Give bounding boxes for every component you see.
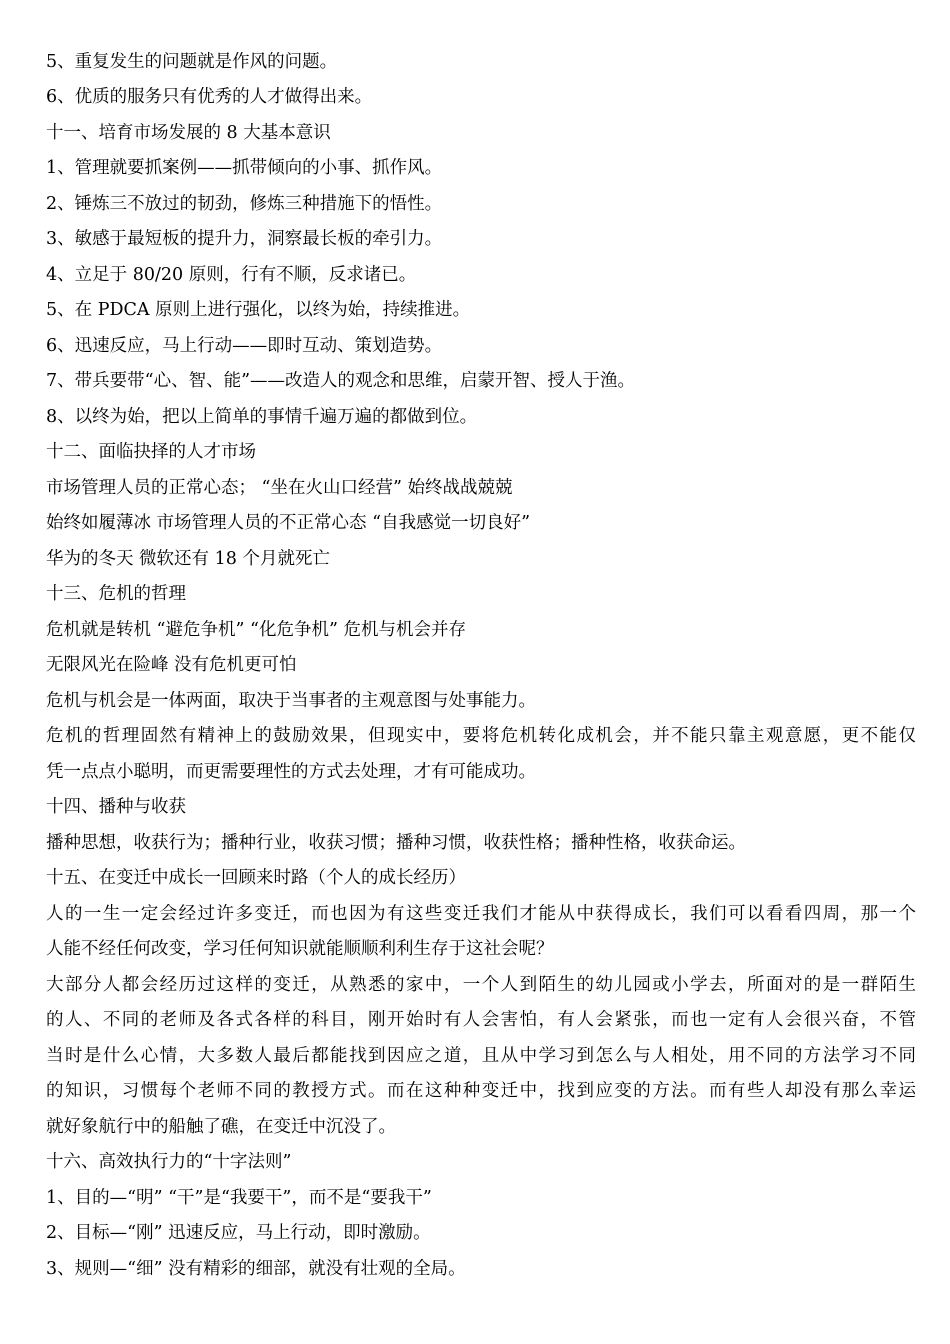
text-line: 4、立足于 80/20 原则，行有不顺，反求诸已。 [46, 265, 417, 285]
text-line: 危机与机会是一体两面，取决于当事者的主观意图与处事能力。 [46, 691, 536, 711]
text-line: 7、带兵要带“心、智、能”——改造人的观念和思维，启蒙开智、授人于渔。 [46, 371, 636, 391]
section-heading: 十四、播种与收获 [46, 797, 186, 817]
paragraph-line: 人能不经任何改变，学习任何知识就能顺顺利利生存于这社会呢？ [46, 939, 554, 959]
section-heading: 十六、高效执行力的“十字法则” [46, 1152, 292, 1172]
text-line: 市场管理人员的正常心态； “坐在火山口经营” 始终战战兢兢 [46, 478, 513, 498]
text-line: 3、敏感于最短板的提升力，洞察最长板的牵引力。 [46, 229, 443, 249]
text-line: 3、规则—“细” 没有精彩的细部，就没有壮观的全局。 [46, 1259, 466, 1279]
paragraph-line: 危机的哲理固然有精神上的鼓励效果，但现实中，要将危机转化成机会，并不能只靠主观意愿，更不能仅 [46, 726, 916, 746]
text-line: 危机就是转机 “避危争机” “化危争机” 危机与机会并存 [46, 620, 466, 640]
paragraph-line: 的人、不同的老师及各式各样的科目，刚开始时有人会害怕，有人会紧张，而也一定有人会很兴奋，不管 [46, 1010, 916, 1030]
text-line: 无限风光在险峰 没有危机更可怕 [46, 655, 297, 675]
section-heading: 十五、在变迁中成长一回顾来时路（个人的成长经历） [46, 868, 466, 888]
text-line: 2、锤炼三不放过的韧劲，修炼三种措施下的悟性。 [46, 194, 443, 214]
text-line: 5、在 PDCA 原则上进行强化，以终为始，持续推进。 [46, 300, 471, 320]
text-line: 6、迅速反应，马上行动——即时互动、策划造势。 [46, 336, 443, 356]
text-line: 1、目的—“明” “干”是“我要干”，而不是“要我干” [46, 1188, 432, 1208]
text-line: 始终如履薄冰 市场管理人员的不正常心态 “自我感觉一切良好” [46, 513, 531, 533]
paragraph-line: 就好象航行中的船触了礁，在变迁中沉没了。 [46, 1117, 396, 1137]
section-heading: 十一、培育市场发展的 8 大基本意识 [46, 123, 331, 143]
text-line: 2、目标—“刚” 迅速反应，马上行动，即时激励。 [46, 1223, 431, 1243]
text-line: 华为的冬天 微软还有 18 个月就死亡 [46, 549, 330, 569]
text-line: 8、以终为始，把以上简单的事情千遍万遍的都做到位。 [46, 407, 478, 427]
text-line: 1、管理就要抓案例——抓带倾向的小事、抓作风。 [46, 158, 443, 178]
paragraph-line: 当时是什么心情，大多数人最后都能找到因应之道，且从中学习到怎么与人相处，用不同的方法学习不同 [46, 1046, 916, 1066]
text-line: 6、优质的服务只有优秀的人才做得出来。 [46, 87, 373, 107]
paragraph-line: 人的一生一定会经过许多变迁，而也因为有这些变迁我们才能从中获得成长，我们可以看看四周，那一个 [46, 904, 916, 924]
section-heading: 十三、危机的哲理 [46, 584, 186, 604]
text-line: 5、重复发生的问题就是作风的问题。 [46, 52, 338, 72]
paragraph-line: 凭一点点小聪明，而更需要理性的方式去处理，才有可能成功。 [46, 762, 536, 782]
paragraph-line: 大部分人都会经历过这样的变迁，从熟悉的家中，一个人到陌生的幼儿园或小学去，所面对的是一群陌生 [46, 975, 916, 995]
paragraph-line: 的知识，习惯每个老师不同的教授方式。而在这种种变迁中，找到应变的方法。而有些人却没有那么幸运 [46, 1081, 916, 1101]
text-line: 播种思想，收获行为；播种行业，收获习惯；播种习惯，收获性格；播种性格，收获命运。 [46, 833, 746, 853]
section-heading: 十二、面临抉择的人才市场 [46, 442, 256, 462]
